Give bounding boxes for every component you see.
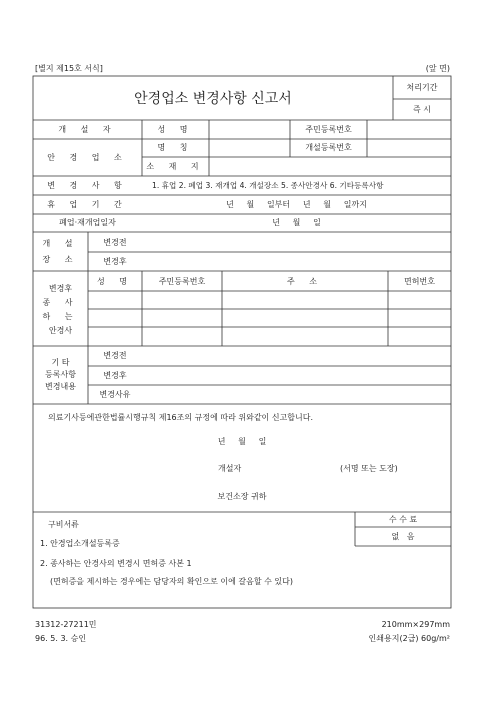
closure-period-value[interactable]: 년 월 일부터 년 월 일까지 xyxy=(226,200,367,209)
optician-label-3: 하 는 xyxy=(42,312,79,321)
other-label-3: 변경내용 xyxy=(45,382,76,391)
optician-label-4: 안경사 xyxy=(48,326,73,335)
other-reason-label: 변경사유 xyxy=(99,390,131,399)
footer-size: 210mm×297mm xyxy=(381,620,450,629)
other-label-2: 등록사항 xyxy=(45,370,76,379)
footer-paper: 인쇄용지(2급) 60g/m² xyxy=(368,634,450,643)
documents-title: 구비서류 xyxy=(48,520,79,529)
document-item-2: 2. 종사하는 안경사의 변경시 면허증 사본 1 xyxy=(40,559,192,568)
applicant-label: 개설자 xyxy=(218,464,242,473)
location-label-1: 개 설 xyxy=(42,239,79,248)
optician-label-2: 종 사 xyxy=(42,298,79,307)
reopen-date-value[interactable]: 년 월 일 xyxy=(272,218,321,227)
change-items-label: 변 경 사 항 xyxy=(47,181,128,190)
shop-address-field[interactable] xyxy=(210,160,450,173)
location-before-field[interactable] xyxy=(143,235,449,249)
document-item-1: 1. 안경업소개설등록증 xyxy=(40,539,120,548)
opener-rrn-label: 주민등록번호 xyxy=(305,125,352,134)
location-before-label: 변경전 xyxy=(103,238,127,247)
optician-col-rrn: 주민등록번호 xyxy=(158,277,206,286)
documents-note: (면허증을 제시하는 경우에는 담당자의 확인으로 이에 갈음할 수 있다) xyxy=(50,577,293,586)
form-number: [별지 제15호 서식] xyxy=(35,64,103,73)
signature-label[interactable]: (서명 또는 도장) xyxy=(340,464,398,473)
location-after-label: 변경후 xyxy=(103,257,127,266)
shop-name-field[interactable] xyxy=(210,142,290,154)
other-before-label: 변경전 xyxy=(103,351,127,360)
location-label-2: 장 소 xyxy=(42,255,79,264)
reopen-date-label: 폐업·재개업일자 xyxy=(59,218,116,227)
declaration-date[interactable]: 년 월 일 xyxy=(217,437,267,446)
form-title: 안경업소 변경사항 신고서 xyxy=(134,91,292,107)
shop-label: 안 경 업 소 xyxy=(47,153,128,162)
closure-period-label: 휴 업 기 간 xyxy=(47,200,128,209)
other-after-label: 변경후 xyxy=(103,371,127,380)
page-side: (앞 면) xyxy=(425,64,450,73)
optician-label-1: 변경후 xyxy=(48,284,73,293)
processing-value: 즉 시 xyxy=(413,105,431,114)
optician-col-license: 면허번호 xyxy=(404,277,435,286)
optician-col-name: 성 명 xyxy=(97,277,133,286)
declaration-statement: 의료기사등에관한법률시행규칙 제16조의 규정에 따라 위와같이 신고합니다. xyxy=(48,413,314,422)
shop-name-label: 명 칭 xyxy=(157,143,194,152)
processing-label: 처리기간 xyxy=(406,83,438,92)
opener-label: 개 설 자 xyxy=(58,125,117,134)
footer-approved: 96. 5. 3. 승인 xyxy=(35,634,87,643)
shop-reg-field[interactable] xyxy=(368,142,450,154)
fee-value: 없 음 xyxy=(391,532,415,541)
opener-rrn-field[interactable] xyxy=(368,124,450,136)
other-label-1: 기 타 xyxy=(51,358,70,367)
footer-code: 31312-27211민 xyxy=(35,620,97,629)
opener-name-label: 성 명 xyxy=(157,125,194,134)
optician-col-address: 주 소 xyxy=(287,277,323,286)
shop-reg-label: 개설등록번호 xyxy=(305,143,352,152)
location-after-field[interactable] xyxy=(143,254,449,268)
change-items-options[interactable]: 1. 휴업 2. 폐업 3. 재개업 4. 개설장소 5. 종사안경사 6. 기타등록사항 xyxy=(152,181,384,190)
recipient: 보건소장 귀하 xyxy=(217,492,267,501)
opener-name-field[interactable] xyxy=(210,124,290,136)
shop-address-label: 소 재 지 xyxy=(146,162,205,171)
fee-label: 수 수 료 xyxy=(388,515,418,524)
